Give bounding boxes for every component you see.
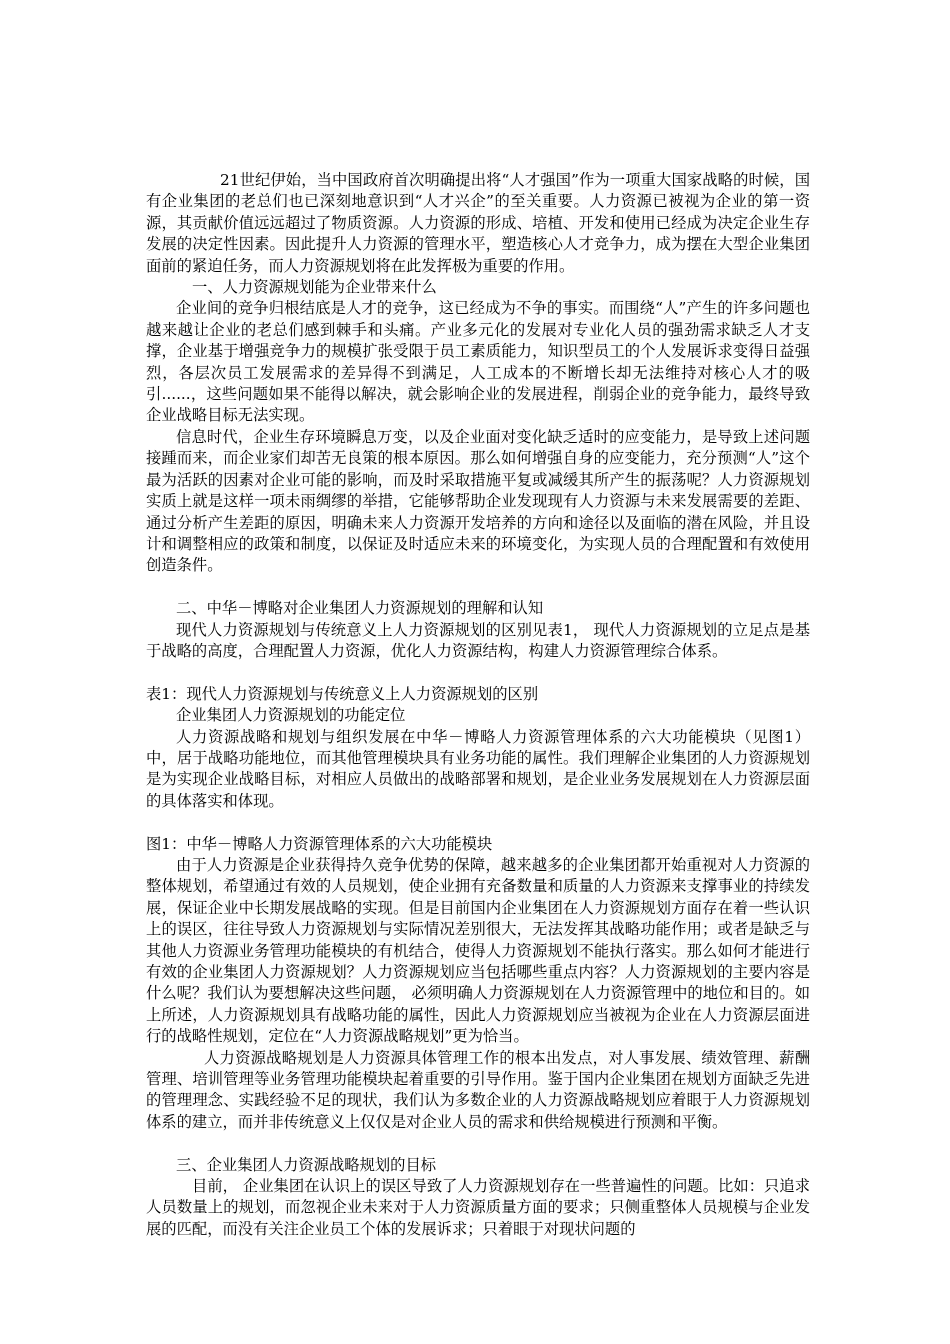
section-heading-2: 二、中华－博略对企业集团人力资源规划的理解和认知	[176, 599, 544, 618]
body-paragraph: 企业间的竞争归根结底是人才的竞争，这已经成为不争的事实。而围绕“人”产生的许多问题也越来越让企业的老总们感到棘手和头痛。产业多元化的发展对专业化人员的强劲需求缺乏人才支撑，企业基于增强竞争力的规模扩张受限于员工素质能力，知识型员工的个人发展诉求变得日益强烈，各层次员工发展需求的差异得不到满足，人工成本的不断增长却无法维持对核心人才的吸引......，这些问题如果不能得以解决，就会影响企业的发展进程，削弱企业的竞争能力，最终导致企业战略目标无法实现。	[146, 299, 810, 425]
paragraph-gap	[146, 812, 810, 833]
figure-caption: 图1：中华－博略人力资源管理体系的六大功能模块	[146, 834, 493, 853]
paragraph-gap	[146, 1133, 810, 1154]
body-paragraph: 人力资源战略规划是人力资源具体管理工作的根本出发点，对人事发展、绩效管理、薪酬管理、培训管理等业务管理功能模块起着重要的引导作用。鉴于国内企业集团在规划方面缺乏先进的管理理念、实践经验不足的现状，我们认为多数企业的人力资源战略规划应着眼于人力资源规划体系的建立，而并非传统意义上仅仅是对企业人员的需求和供给规模进行预测和平衡。	[146, 1048, 810, 1131]
section-heading-3: 三、企业集团人力资源战略规划的目标	[176, 1155, 437, 1174]
body-paragraph: 目前， 企业集团在认识上的误区导致了人力资源规划存在一些普遍性的问题。比如：只追求人员数量上的规划，而忽视企业未来对于人力资源质量方面的要求；只侧重整体人员规模与企业发展的匹配，而没有关注企业员工个体的发展诉求；只着眼于对现状问题的	[146, 1177, 810, 1238]
body-paragraph: 由于人力资源是企业获得持久竞争优势的保障，越来越多的企业集团都开始重视对人力资源的整体规划，希望通过有效的人员规划，使企业拥有充备数量和质量的人力资源来支撑事业的持续发展，保证企业中长期发展战略的实现。但是目前国内企业集团在人力资源规划方面存在着一些认识上的误区，往往导致人力资源规划与实际情况差别很大，无法发挥其战略功能作用；或者是缺乏与其他人力资源业务管理功能模块的有机结合，使得人力资源规划不能执行落实。那么如何才能进行有效的企业集团人力资源规划？人力资源规划应当包括哪些重点内容？人力资源规划的主要内容是什么呢？我们认为要想解决这些问题， 必须明确人力资源规划在人力资源管理中的地位和目的。如上所述，人力资源规划具有战略功能的属性，因此人力资源规划应当被视为企业在人力资源层面进行的战略性规划，定位在“人力资源战略规划”更为恰当。	[146, 855, 810, 1046]
body-paragraph: 人力资源战略和规划与组织发展在中华－博略人力资源管理体系的六大功能模块（见图1）中，居于战略功能地位，而其他管理模块具有业务功能的属性。我们理解企业集团的人力资源规划是为实现企业战略目标，对相应人员做出的战略部署和规划，是企业业务发展规划在人力资源层面的具体落实和体现。	[146, 727, 810, 810]
section-heading-1: 一、人力资源规划能为企业带来什么	[192, 278, 437, 297]
subsection-heading: 企业集团人力资源规划的功能定位	[176, 706, 406, 725]
paragraph-gap	[146, 662, 810, 683]
table-caption: 表1：现代人力资源规划与传统意义上人力资源规划的区别	[146, 684, 539, 703]
document-body	[146, 170, 810, 1240]
body-paragraph: 信息时代，企业生存环境瞬息万变，以及企业面对变化缺乏适时的应变能力，是导致上述问题接踵而来，而企业家们却苦无良策的根本原因。那么如何增强自身的应变能力，充分预测“人”这个最为活跃的因素对企业可能的影响，而及时采取措施平复或减缓其所产生的振荡呢？人力资源规划实质上就是这样一项未雨绸缪的举措，它能够帮助企业发现现有人力资源与未来发展需要的差距、通过分析产生差距的原因，明确未来人力资源开发培养的方向和途径以及面临的潜在风险，并且设计和调整相应的政策和制度，以保证及时适应未来的环境变化，为实现人员的合理配置和有效使用创造条件。	[146, 427, 810, 575]
body-paragraph: 现代人力资源规划与传统意义上人力资源规划的区别见表1， 现代人力资源规划的立足点是基于战略的高度，合理配置人力资源，优化人力资源结构，构建人力资源管理综合体系。	[146, 620, 810, 660]
intro-paragraph: 21世纪伊始，当中国政府首次明确提出将“人才强国”作为一项重大国家战略的时候，国有企业集团的老总们也已深刻地意识到“人才兴企”的至关重要。人力资源已被视为企业的第一资源，其贡献价值远远超过了物质资源。人力资源的形成、培植、开发和使用已经成为决定企业生存发展的决定性因素。因此提升人力资源的管理水平，塑造核心人才竞争力，成为摆在大型企业集团面前的紧迫任务，而人力资源规划将在此发挥极为重要的作用。	[146, 171, 810, 275]
paragraph-gap	[146, 577, 810, 598]
